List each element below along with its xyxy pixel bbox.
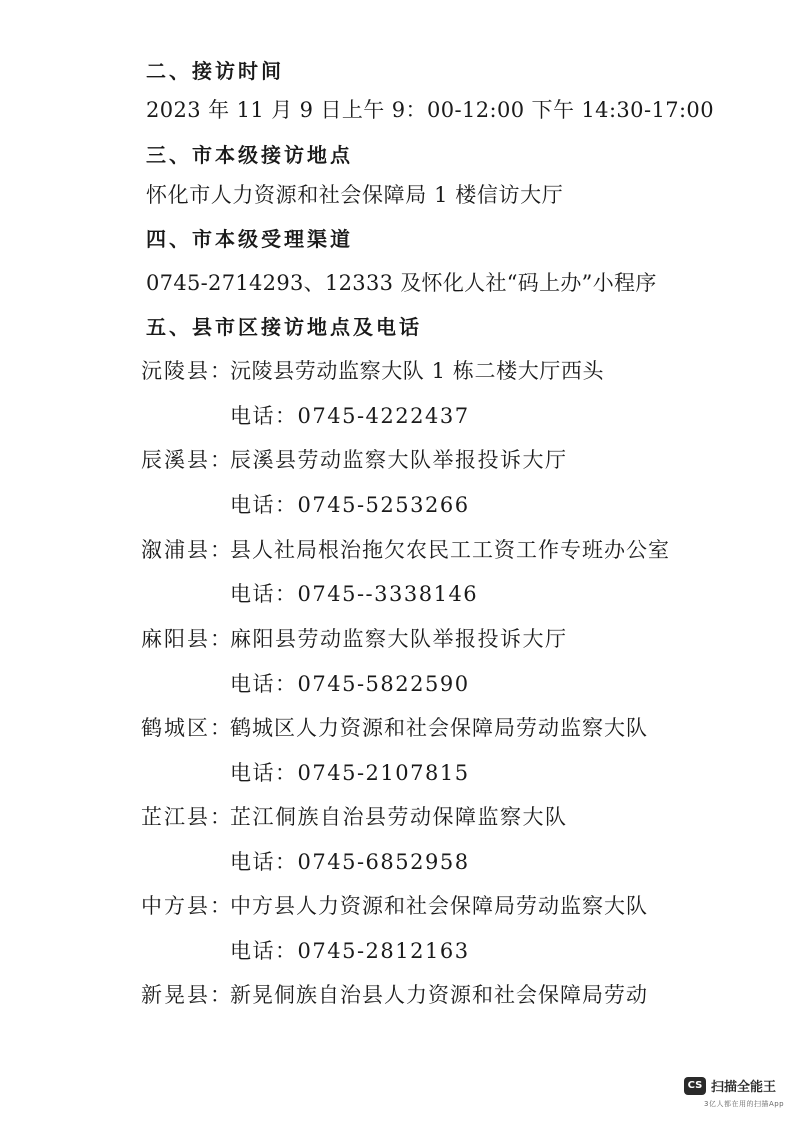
county-address: 县人社局根治拖欠农民工工资工作专班办公室 [230, 538, 670, 562]
scanner-tagline: 3亿人都在用的扫描App [704, 1100, 785, 1108]
county-phone: 电话：0745-4222437 [230, 404, 470, 428]
scanner-watermark [684, 1074, 789, 1116]
county-address: 沅陵县劳动监察大队 1 栋二楼大厅西头 [230, 359, 605, 383]
county-label: 新晃县： [141, 983, 233, 1007]
city-channel-text: 0745-2714293、12333 及怀化人社“码上办”小程序 [146, 271, 657, 295]
reception-time-text: 2023 年 11 月 9 日上午 9：00-12:00 下午 14:30-17:00 [146, 98, 714, 122]
county-phone: 电话：0745-6852958 [230, 850, 470, 874]
county-address: 中方县人力资源和社会保障局劳动监察大队 [230, 894, 648, 918]
county-label: 芷江县： [141, 805, 233, 829]
reception-time-heading: 二、接访时间 [146, 59, 284, 83]
county-phone: 电话：0745-5822590 [230, 672, 470, 696]
county-label: 中方县： [141, 894, 233, 918]
county-address: 芷江侗族自治县劳动保障监察大队 [230, 805, 568, 829]
county-heading: 五、县市区接访地点及电话 [146, 315, 422, 339]
county-address: 鹤城区人力资源和社会保障局劳动监察大队 [230, 716, 648, 740]
city-channel-heading: 四、市本级受理渠道 [146, 227, 353, 251]
county-address: 辰溪县劳动监察大队举报投诉大厅 [230, 448, 568, 472]
county-phone: 电话：0745--3338146 [230, 582, 479, 606]
county-label: 辰溪县： [141, 448, 233, 472]
scanner-app-name: 扫描全能王 [711, 1080, 777, 1095]
county-label: 溆浦县： [141, 538, 233, 562]
county-phone: 电话：0745-2107815 [230, 761, 470, 785]
county-label: 麻阳县： [141, 627, 233, 651]
county-label: 沅陵县： [141, 359, 233, 383]
scanner-logo-icon: CS [684, 1077, 706, 1095]
county-label: 鹤城区： [141, 716, 233, 740]
city-location-heading: 三、市本级接访地点 [146, 143, 353, 167]
county-phone: 电话：0745-5253266 [230, 493, 470, 517]
county-phone: 电话：0745-2812163 [230, 939, 470, 963]
county-address: 新晃侗族自治县人力资源和社会保障局劳动 [230, 983, 648, 1007]
city-location-text: 怀化市人力资源和社会保障局 1 楼信访大厅 [146, 183, 564, 207]
county-address: 麻阳县劳动监察大队举报投诉大厅 [230, 627, 568, 651]
